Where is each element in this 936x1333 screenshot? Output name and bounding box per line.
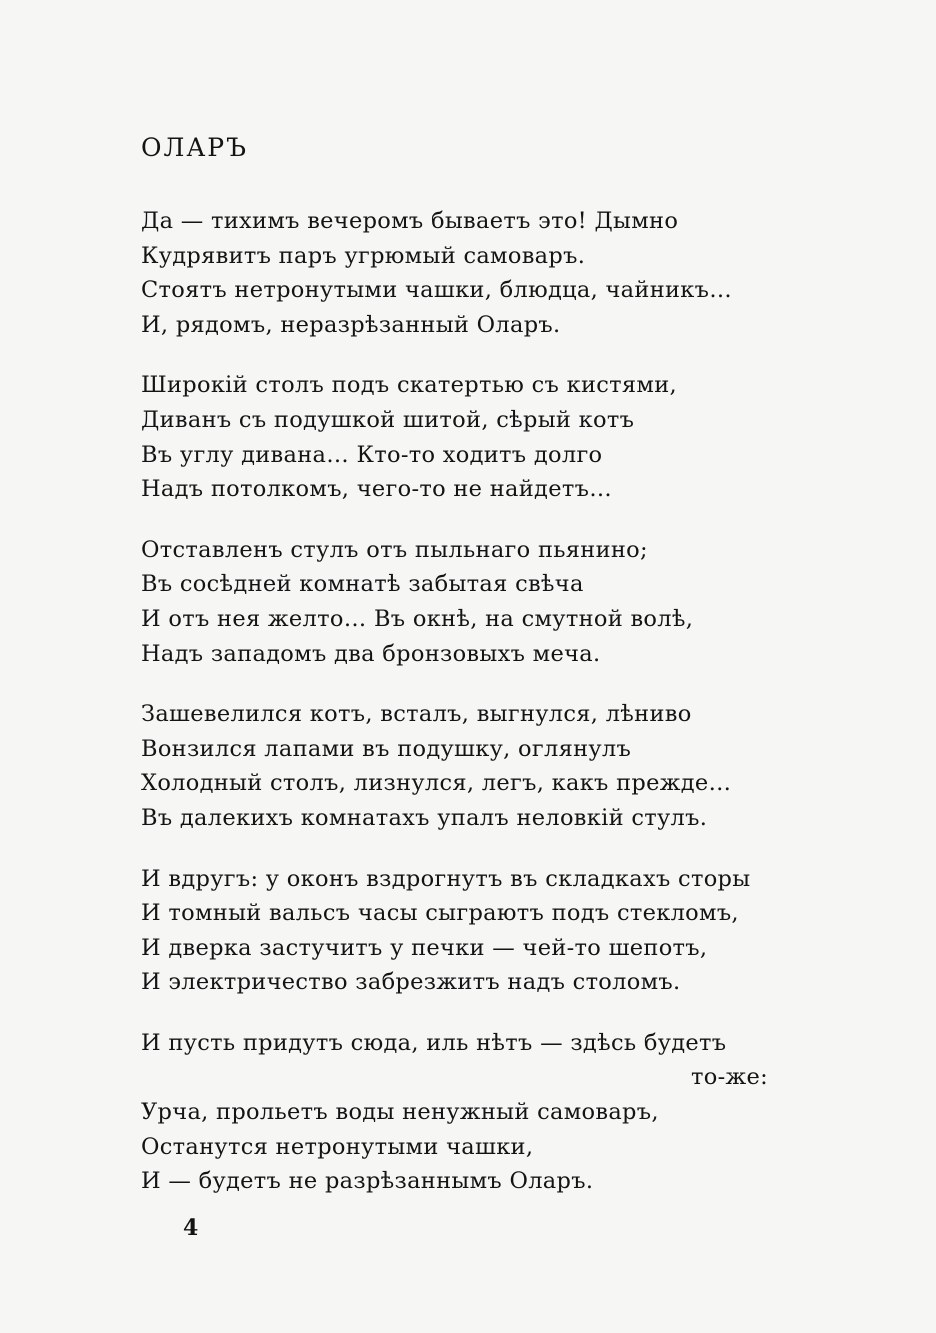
stanza xyxy=(141,204,841,342)
poem-line: Стоятъ нетронутыми чашки, блюдца, чайникъ… xyxy=(141,277,733,304)
poem-line-continuation: то-же: xyxy=(691,1064,768,1091)
stanza xyxy=(141,533,841,671)
poem-line: И отъ нея желто… Въ окнѣ, на смутной волѣ, xyxy=(141,605,694,632)
poem-body xyxy=(141,204,841,1225)
poem-line: И — будетъ не разрѣзаннымъ Оларъ. xyxy=(141,1168,594,1195)
stanza xyxy=(141,697,841,835)
poem-line: Да — тихимъ вечеромъ бываетъ это! Дымно xyxy=(141,208,679,234)
poem-line: Зашевелился котъ, всталъ, выгнулся, лѣниво xyxy=(141,701,692,728)
poem-line: Вонзился лапами въ подушку, оглянулъ xyxy=(141,735,632,762)
poem-line: Надъ западомъ два бронзовыхъ меча. xyxy=(141,640,601,667)
page-number: 4 xyxy=(183,1215,199,1241)
stanza xyxy=(141,1026,841,1199)
poem-title: ОЛАРЪ xyxy=(141,133,248,162)
stanza xyxy=(141,368,841,506)
poem-line: И электричество забрезжитъ надъ столомъ. xyxy=(141,969,681,996)
poem-line: И томный вальсъ часы сыграютъ подъ стекломъ, xyxy=(141,900,739,927)
poem-line: И пусть придутъ сюда, иль нѣтъ — здѣсь будетъ xyxy=(141,1029,727,1056)
stanza xyxy=(141,862,841,1000)
poem-line: И дверка застучитъ у печки — чей-то шепотъ, xyxy=(141,934,708,961)
poem-line: И, рядомъ, неразрѣзанный Оларъ. xyxy=(141,311,561,338)
poem-line: Широкiй столъ подъ скатертью съ кистями, xyxy=(141,372,677,399)
poem-line: Въ углу дивана… Кто-то ходитъ долго xyxy=(141,441,603,468)
poem-line: Урча, прольетъ воды ненужный самоваръ, xyxy=(141,1099,659,1126)
poem-line: И вдругъ: у оконъ вздрогнутъ въ складкахъ сторы xyxy=(141,865,751,892)
poem-line: Диванъ съ подушкой шитой, сѣрый котъ xyxy=(141,406,635,433)
poem-line: Холодный столъ, лизнулся, легъ, какъ прежде… xyxy=(141,770,732,797)
poem-line: Въ далекихъ комнатахъ упалъ неловкiй стулъ. xyxy=(141,804,708,831)
poem-line: Въ сосѣдней комнатѣ забытая свѣча xyxy=(141,571,584,598)
poem-line: Останутся нетронутыми чашки, xyxy=(141,1133,534,1160)
poem-line: Отставленъ стулъ отъ пыльнаго пьянино; xyxy=(141,536,648,563)
poem-line: Надъ потолкомъ, чего-то не найдетъ… xyxy=(141,476,612,503)
poem-line: Кудрявитъ паръ угрюмый самоваръ. xyxy=(141,242,586,269)
